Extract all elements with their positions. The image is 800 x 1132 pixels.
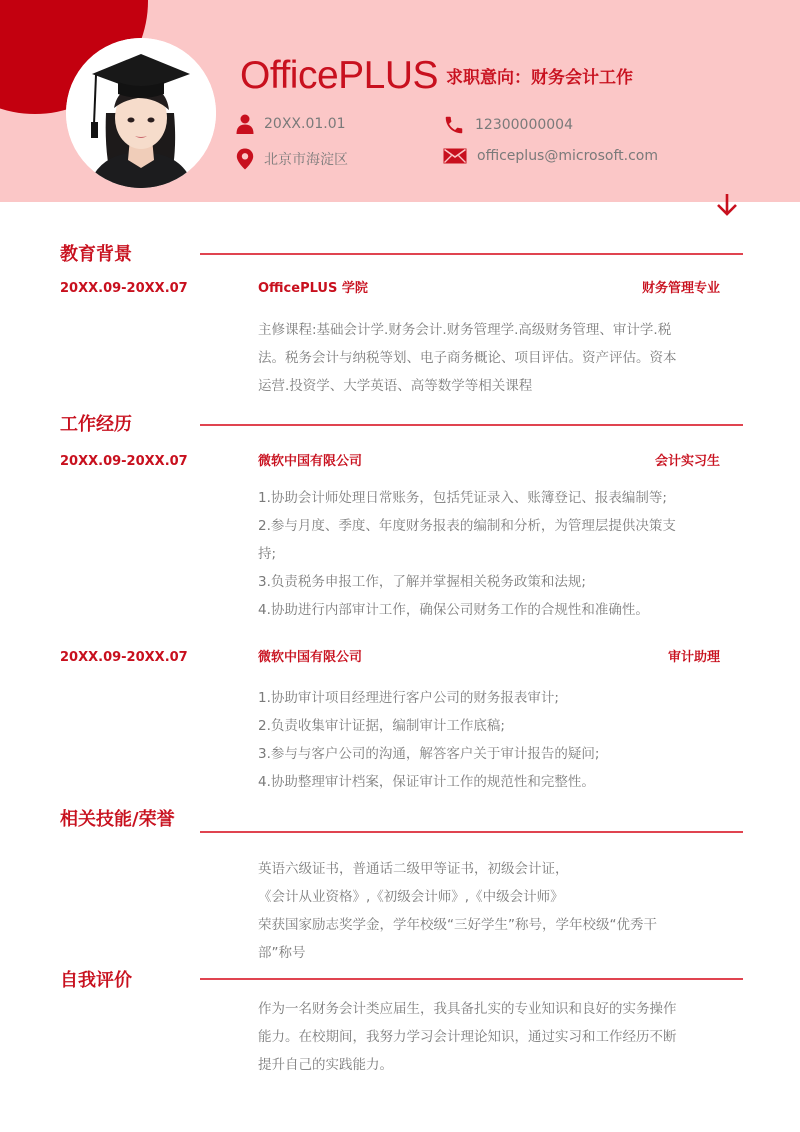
phone-number: 12300000004 <box>475 117 573 133</box>
email-info <box>443 148 658 164</box>
text-line: 持; <box>258 546 277 562</box>
person-icon <box>236 114 254 134</box>
job-date: 20XX.09-20XX.07 <box>60 650 188 665</box>
text-line: 英语六级证书，普通话二级甲等证书，初级会计证， <box>258 861 569 877</box>
location-info <box>236 148 348 170</box>
major-name: 财务管理专业 <box>641 281 720 296</box>
arrow-down-icon <box>716 193 738 217</box>
text-line: 部”称号 <box>258 945 306 961</box>
job-description <box>258 484 723 624</box>
text-line: 1.协助会计师处理日常账务，包括凭证录入、账簿登记、报表编制等; <box>258 490 667 506</box>
job-intent: 求职意向：财务会计工作 <box>446 68 633 88</box>
self-evaluation-text <box>258 995 723 1079</box>
text-line: 2.负责收集审计证据，编制审计工作底稿; <box>258 718 505 734</box>
text-line: 1.协助审计项目经理进行客户公司的财务报表审计; <box>258 690 559 706</box>
section-title-self-evaluation: 自我评价 <box>60 970 132 991</box>
education-date: 20XX.09-20XX.07 <box>60 281 188 296</box>
phone-info <box>443 114 573 136</box>
text-line: 4.协助整理审计档案，保证审计工作的规范性和完整性。 <box>258 774 595 790</box>
header-banner <box>0 0 800 202</box>
text-line: 运营.投资学、大学英语、高等数学等相关课程 <box>258 378 533 394</box>
skills-description <box>258 855 723 967</box>
avatar <box>66 38 216 188</box>
phone-icon <box>443 114 465 136</box>
section-title-skills: 相关技能/荣誉 <box>60 809 175 830</box>
graduate-portrait <box>66 38 216 188</box>
mail-icon <box>443 148 467 164</box>
section-title-work: 工作经历 <box>60 414 132 435</box>
section-divider <box>200 253 743 255</box>
company-name: 微软中国有限公司 <box>258 650 363 665</box>
section-divider <box>200 978 743 980</box>
birth-date: 20XX.01.01 <box>264 116 346 132</box>
school-name: OfficePLUS 学院 <box>258 281 368 296</box>
text-line: 《会计从业资格》,《初级会计师》,《中级会计师》 <box>258 889 564 905</box>
text-line: 3.参与与客户公司的沟通，解答客户关于审计报告的疑问; <box>258 746 600 762</box>
job-role: 审计助理 <box>667 650 720 665</box>
job-description <box>258 684 723 796</box>
job-date: 20XX.09-20XX.07 <box>60 454 188 469</box>
text-line: 能力。在校期间，我努力学习会计理论知识，通过实习和工作经历不断 <box>258 1029 677 1045</box>
job-role: 会计实习生 <box>654 454 720 469</box>
text-line: 3.负责税务申报工作，了解并掌握相关税务政策和法规; <box>258 574 586 590</box>
section-divider <box>200 424 743 426</box>
section-title-education: 教育背景 <box>60 244 132 265</box>
text-line: 提升自己的实践能力。 <box>258 1057 393 1073</box>
location-text: 北京市海淀区 <box>264 152 348 168</box>
email-text: officeplus@microsoft.com <box>477 148 658 164</box>
candidate-name: OfficePLUS <box>240 54 439 97</box>
text-line: 法。税务会计与纳税等划、电子商务概论、项目评估。资产评估。资本 <box>258 350 677 366</box>
text-line: 2.参与月度、季度、年度财务报表的编制和分析，为管理层提供决策支 <box>258 518 676 534</box>
text-line: 主修课程:基础会计学.财务会计.财务管理学.高级财务管理、审计学.税 <box>258 322 672 338</box>
birth-info <box>236 114 346 134</box>
text-line: 荣获国家励志奖学金，学年校级“三好学生”称号，学年校级“优秀干 <box>258 917 657 933</box>
education-description <box>258 316 723 400</box>
company-name: 微软中国有限公司 <box>258 454 363 469</box>
location-icon <box>236 148 254 170</box>
text-line: 4.协助进行内部审计工作，确保公司财务工作的合规性和准确性。 <box>258 602 649 618</box>
text-line: 作为一名财务会计类应届生，我具备扎实的专业知识和良好的实务操作 <box>258 1001 677 1017</box>
section-divider <box>200 831 743 833</box>
